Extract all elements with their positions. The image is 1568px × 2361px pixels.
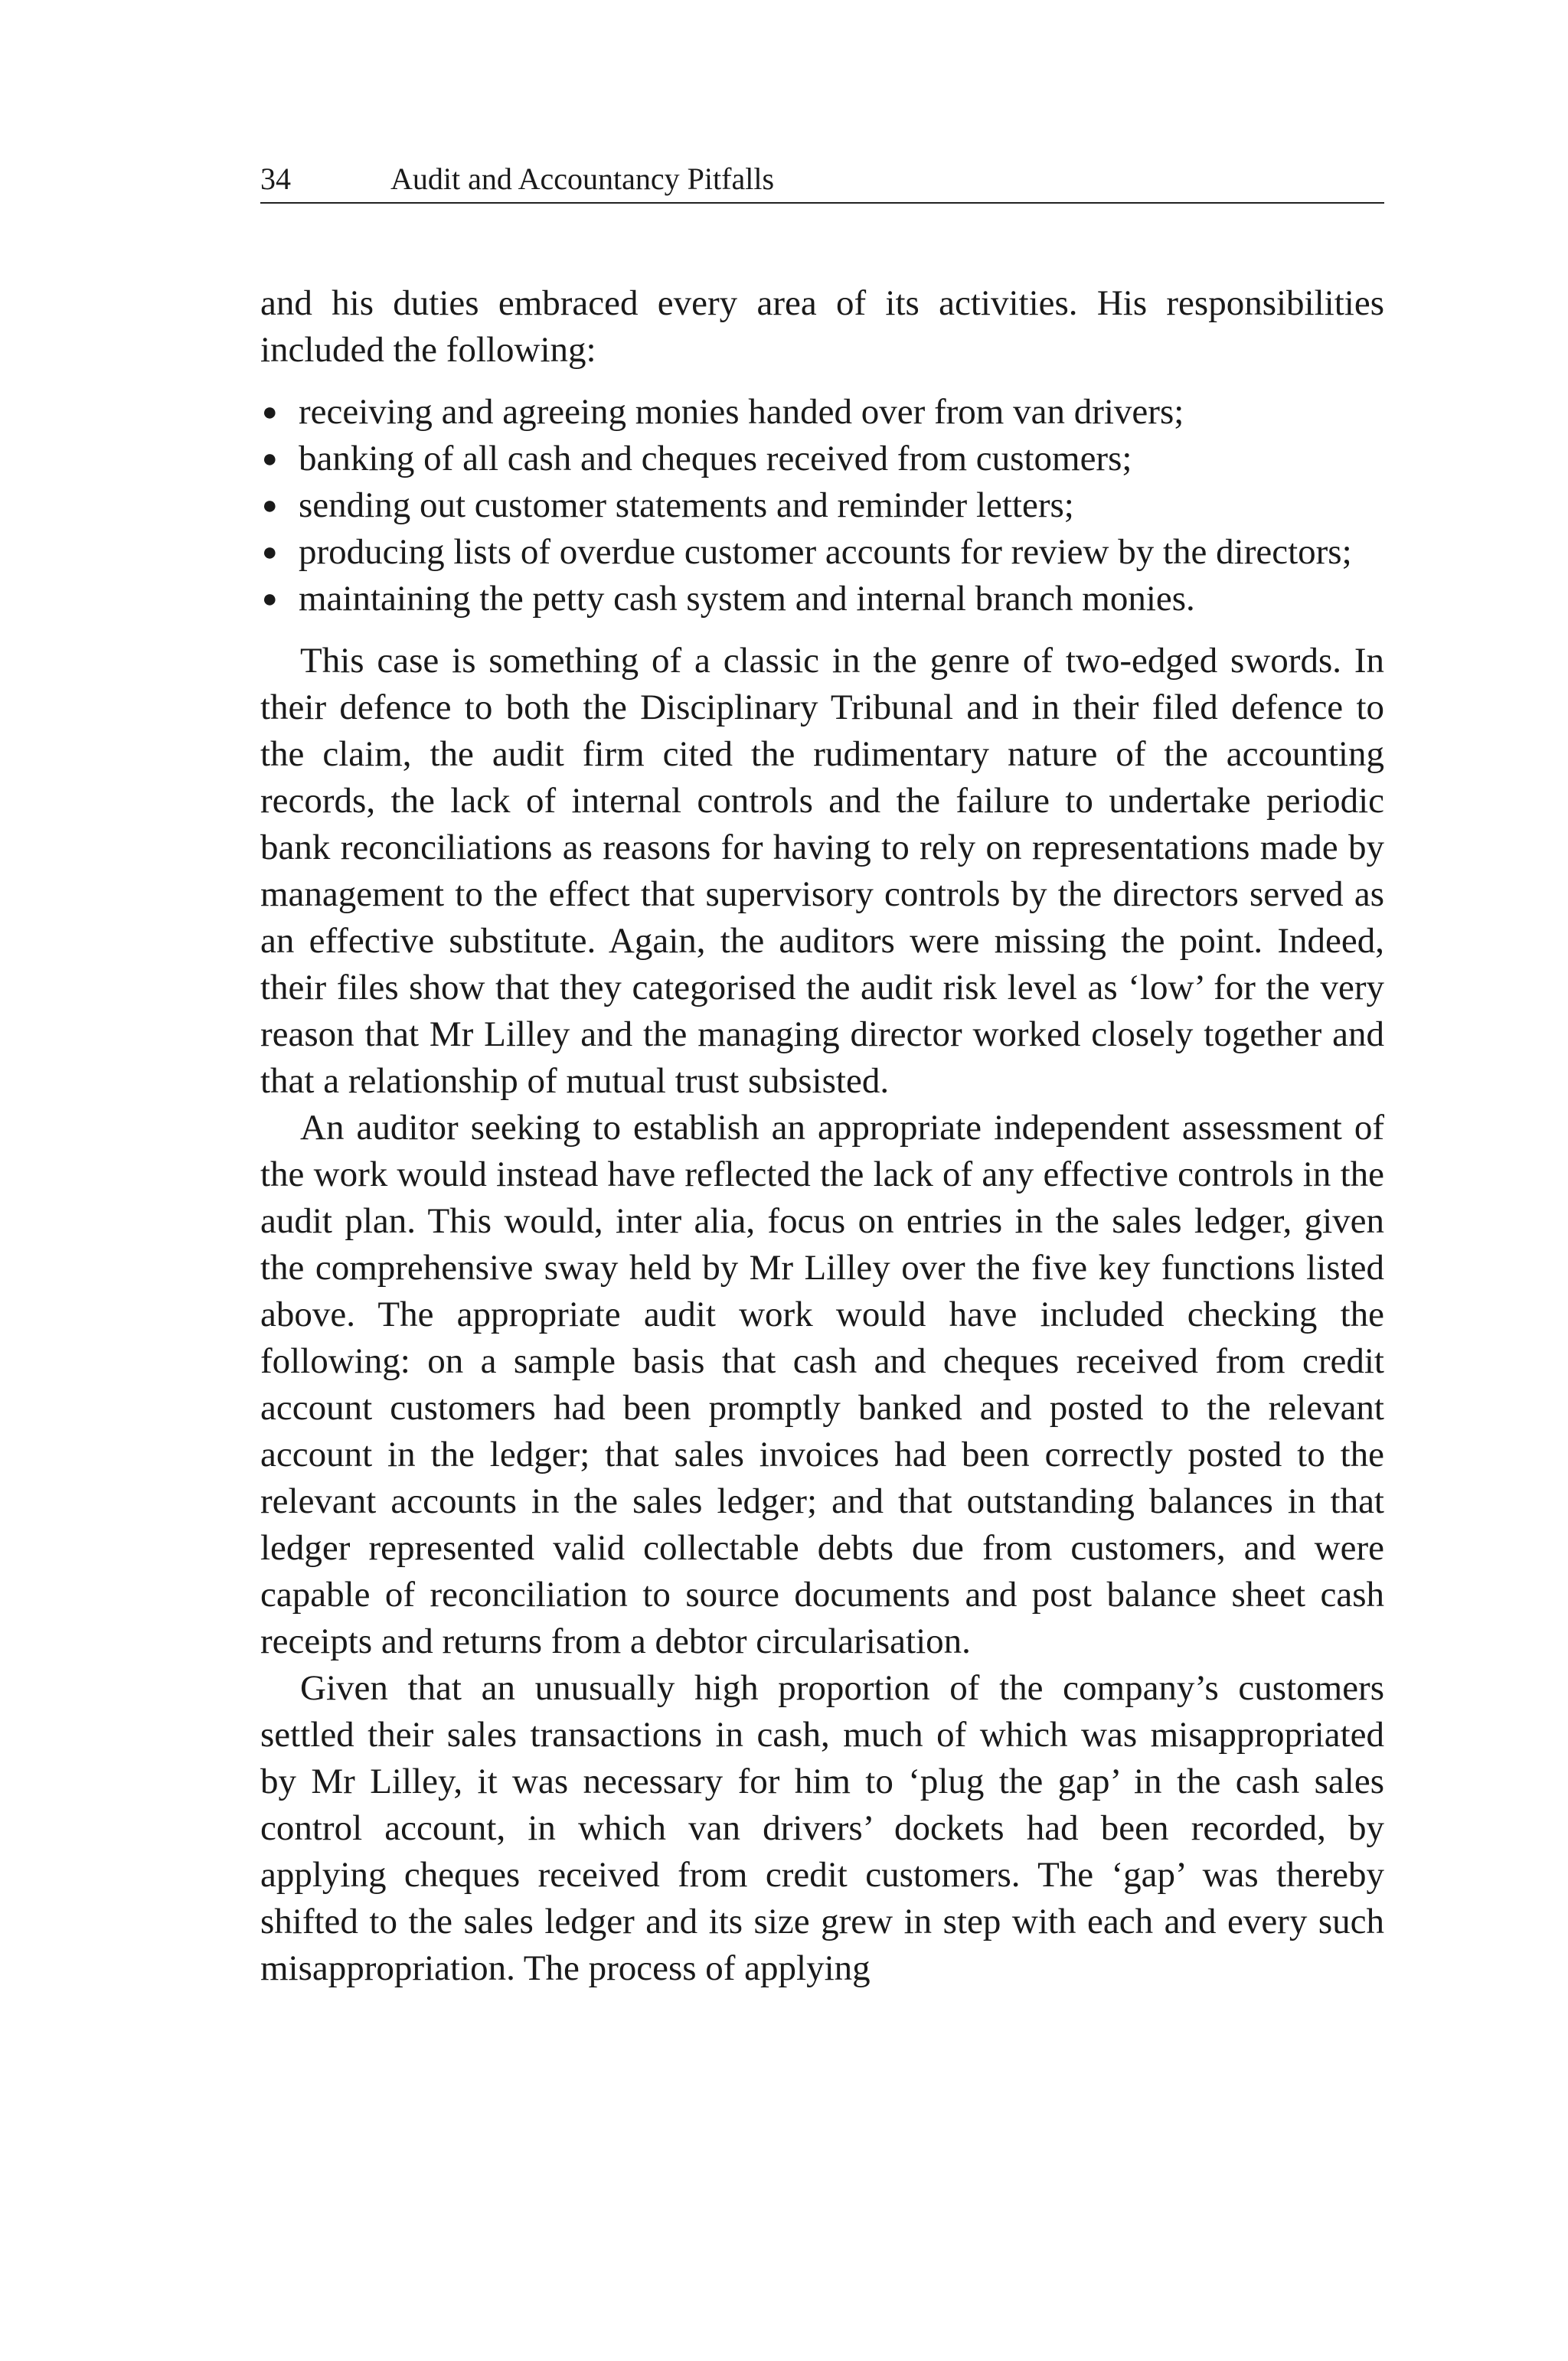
page-number: 34 (260, 162, 291, 196)
body-paragraph: Given that an unusually high proportion of the company’s customers settled their sales transactions in cash, much of which was misappropriated by Mr Lilley, it was necessary for him to ‘plug the gap’ in the cash sales control account, in which van drivers’ dockets had been recorded, by applying cheques received from credit customers. The ‘gap’ was thereby shifted to the sales ledger and its size grew in step with each and every such misappropriation. The process of applying (260, 1668, 1384, 1988)
bullet-icon: ● (262, 398, 278, 426)
list-item-text: banking of all cash and cheques received from customers; (299, 439, 1132, 478)
list-item-text: producing lists of overdue customer accounts for review by the directors; (299, 532, 1352, 572)
responsibilities-list (260, 389, 1384, 622)
list-item-text: sending out customer statements and reminder letters; (299, 485, 1074, 525)
list-item (260, 576, 1384, 622)
running-title: Audit and Accountancy Pitfalls (390, 162, 775, 196)
body-text (260, 280, 1384, 1992)
list-item-text: receiving and agreeing monies handed over from van drivers; (299, 392, 1184, 432)
book-page (260, 161, 1384, 1992)
list-item (260, 482, 1384, 529)
bullet-icon: ● (262, 445, 278, 473)
running-header (260, 161, 1384, 204)
body-paragraph: An auditor seeking to establish an appropriate independent assessment of the work would instead have reflected the lack of any effective controls in the audit plan. This would, inter alia, focus on entries in the sales ledger, given the comprehensive sway held by Mr Lilley over the five key functions listed above. The appropriate audit work would have included checking the following: on a sample basis that cash and cheques received from credit account customers had been promptly banked and posted to the relevant account in the ledger; that sales invoices had been correctly posted to the relevant accounts in the sales ledger; and that outstanding balances in that ledger represented valid collectable debts due from customers, and were capable of reconciliation to source documents and post balance sheet cash receipts and returns from a debtor circularisation. (260, 1108, 1384, 1661)
bullet-icon: ● (262, 538, 278, 567)
bullet-icon: ● (262, 491, 278, 520)
list-item (260, 529, 1384, 576)
list-item-text: maintaining the petty cash system and internal branch monies. (299, 579, 1195, 619)
body-paragraph: This case is something of a classic in the genre of two-edged swords. In their defence to both the Disciplinary Tribunal and in their filed defence to the claim, the audit firm cited the rudimentary nature of the accounting records, the lack of internal controls and the failure to undertake periodic bank reconciliations as reasons for having to rely on representations made by management to the effect that supervisory controls by the directors served as an effective substitute. Again, the auditors were missing the point. Indeed, their files show that they categorised the audit risk level as ‘low’ for the very reason that Mr Lilley and the managing director worked closely together and that a relationship of mutual trust subsisted. (260, 641, 1384, 1101)
list-item (260, 436, 1384, 482)
list-item (260, 389, 1384, 436)
intro-paragraph: and his duties embraced every area of its activities. His responsibilities included the following: (260, 283, 1384, 370)
bullet-icon: ● (262, 585, 278, 613)
